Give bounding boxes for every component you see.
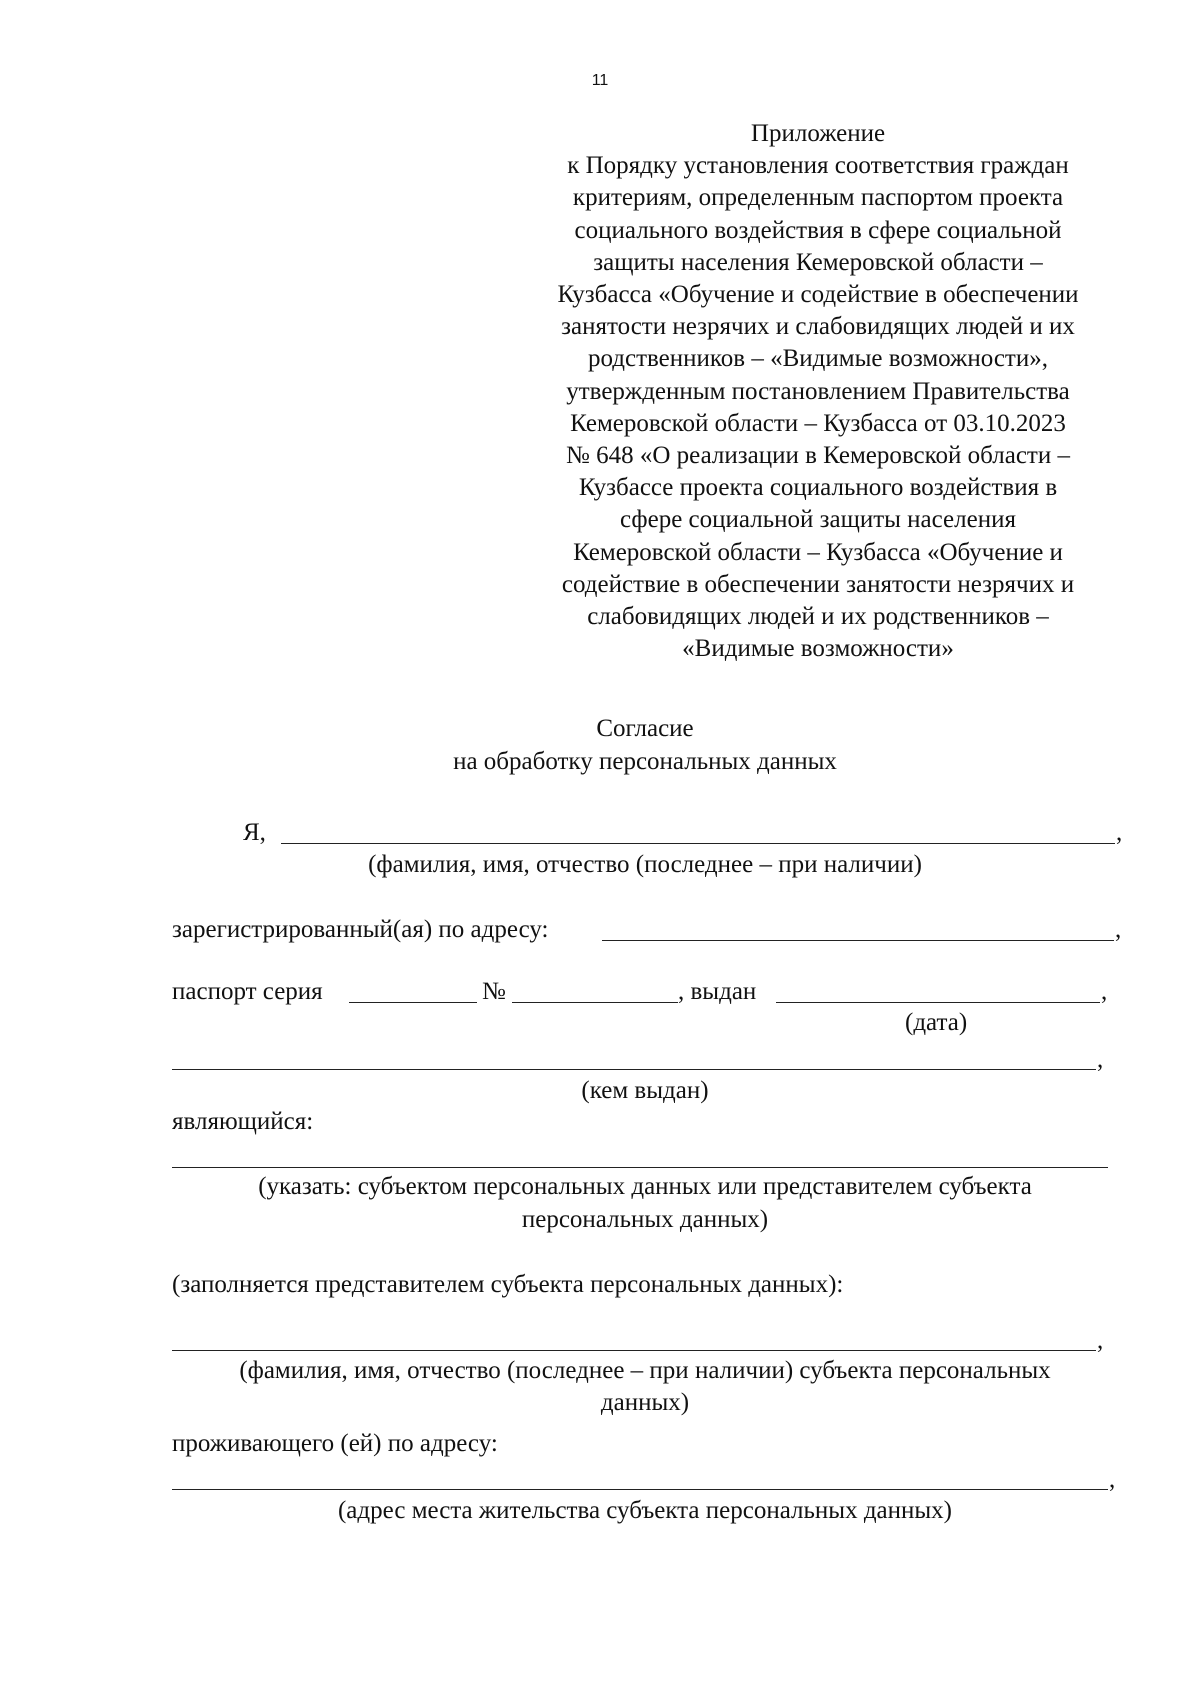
fio-input-line[interactable] (281, 843, 1115, 844)
subject-fio-caption-line2: данных) (600, 1389, 690, 1416)
being-label: являющийся: (172, 1108, 314, 1135)
residing-label: проживающего (ей) по адресу: (172, 1430, 498, 1457)
subject-status-line[interactable] (172, 1167, 1108, 1168)
appendix-line: Кузбасса «Обучение и содействие в обеспечении (557, 281, 1079, 309)
appendix-block (520, 118, 1116, 665)
passport-series-label: паспорт серия (172, 978, 323, 1005)
passport-series-line[interactable] (349, 1002, 477, 1003)
i-label: Я, (243, 819, 266, 846)
appendix-line: Приложение (750, 120, 886, 147)
address-caption: (адрес места жительства субъекта персональных данных) (337, 1497, 953, 1524)
appendix-line: занятости незрячих и слабовидящих людей и их (561, 313, 1075, 341)
subject-caption-line2: персональных данных) (521, 1206, 769, 1233)
consent-subtitle: на обработку персональных данных (453, 748, 837, 775)
date-caption: (дата) (905, 1009, 968, 1036)
appendix-line: «Видимые возможности» (682, 635, 954, 663)
appendix-line: социального воздействия в сфере социальной (574, 216, 1062, 244)
appendix-line: № 648 «О реализации в Кемеровской области – (566, 442, 1070, 470)
fio-caption: (фамилия, имя, отчество (последнее – при наличии) (368, 851, 922, 878)
appendix-line: слабовидящих людей и их родственников – (587, 603, 1049, 631)
passport-number-label: № (482, 978, 506, 1005)
appendix-line: Кемеровской области – Кузбасса «Обучение и (573, 538, 1063, 566)
issue-date-line[interactable] (776, 1002, 1100, 1003)
subject-caption-line1: (указать: субъектом персональных данных или представителем субъекта (258, 1173, 1032, 1200)
appendix-line: критериям, определенным паспортом проекта (572, 184, 1064, 212)
appendix-line: утвержденным постановлением Правительства (566, 377, 1070, 405)
subject-fio-line[interactable] (172, 1350, 1096, 1351)
consent-title: Согласие (596, 715, 694, 742)
registered-label: зарегистрированный(ая) по адресу: (172, 916, 549, 943)
comma: , (1109, 1466, 1116, 1493)
issued-label: , выдан (678, 978, 757, 1005)
appendix-line: к Порядку установления соответствия граждан (567, 152, 1069, 180)
appendix-line: содействие в обеспечении занятости незрячих и (561, 570, 1075, 598)
comma: , (1097, 1046, 1104, 1073)
registered-address-line[interactable] (602, 940, 1114, 941)
appendix-line: Кемеровской области – Кузбасса от 03.10.2023 (570, 409, 1066, 437)
appendix-line: Кузбассе проекта социального воздействия в (578, 474, 1058, 502)
passport-number-line[interactable] (512, 1002, 678, 1003)
appendix-line: защиты населения Кемеровской области – (593, 248, 1043, 276)
issued-by-line[interactable] (172, 1069, 1096, 1070)
appendix-line: родственников – «Видимые возможности», (588, 345, 1048, 373)
residence-address-line[interactable] (172, 1489, 1108, 1490)
comma: , (1097, 1327, 1104, 1354)
subject-fio-caption-line1: (фамилия, имя, отчество (последнее – при наличии) субъекта персональных (239, 1357, 1051, 1384)
representative-note: (заполняется представителем субъекта персональных данных): (172, 1271, 844, 1298)
comma: , (1101, 978, 1108, 1005)
appendix-line: сфере социальной защиты населения (620, 506, 1016, 534)
issued-by-caption: (кем выдан) (581, 1077, 709, 1104)
comma: , (1115, 916, 1122, 943)
page-number: 11 (591, 72, 609, 89)
comma: , (1116, 819, 1123, 846)
